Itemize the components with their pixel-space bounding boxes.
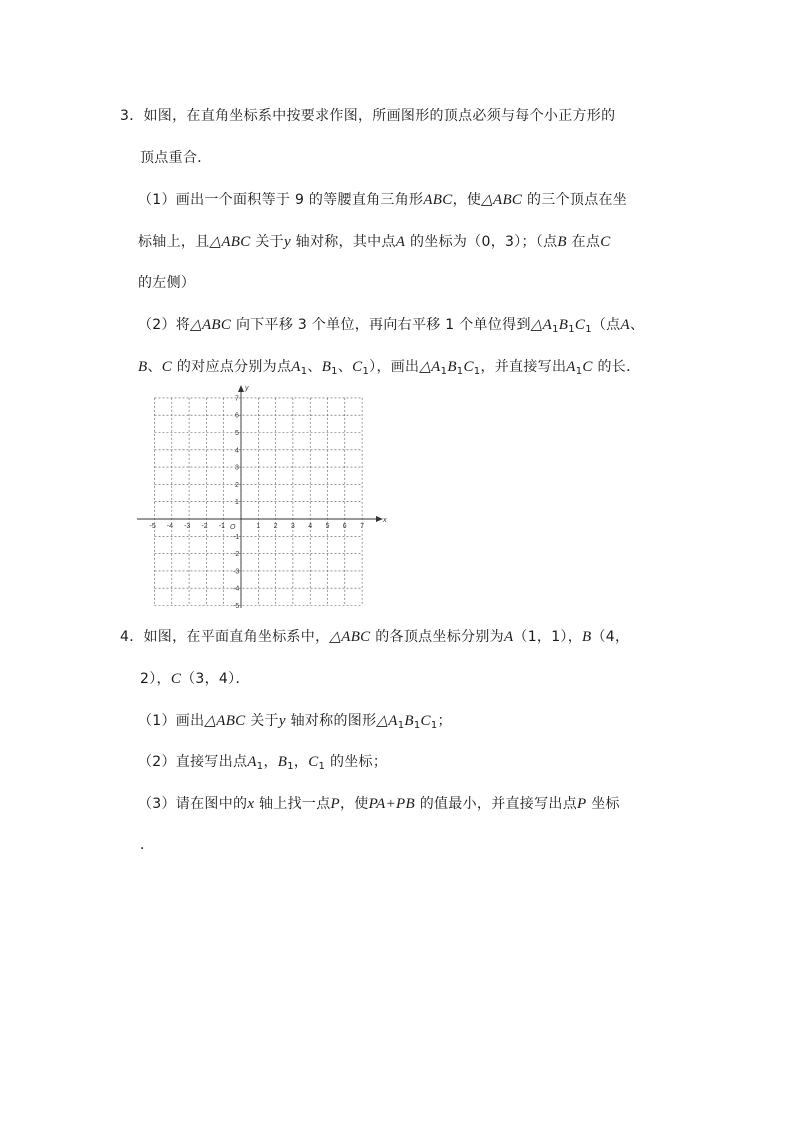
y-tick-label: -2 <box>233 551 240 559</box>
q3-math: A <box>395 234 406 250</box>
y-tick-label: 2 <box>235 481 239 489</box>
q3-math: C <box>463 359 474 375</box>
q4-text: （2）直接写出点 <box>138 754 248 770</box>
q3-math: △ABC <box>481 192 523 208</box>
q4-math: C <box>420 713 431 729</box>
q3-text: 的左侧） <box>138 275 196 291</box>
q3-sub: 1 <box>568 324 575 335</box>
q3-math: y <box>283 234 291 250</box>
q3-math: C <box>600 234 611 250</box>
q3-text: ，使 <box>452 192 482 208</box>
q3-sub: 1 <box>362 366 370 377</box>
x-tick-label: 6 <box>342 523 347 530</box>
q4-text: （4， <box>591 629 630 645</box>
q4-math: △ABC <box>329 629 371 645</box>
q4-text: ． <box>140 837 155 853</box>
q4-text: 4．如图，在平面直角坐标系中， <box>120 629 330 645</box>
q3-math: B <box>321 359 332 375</box>
q3-line-2 <box>140 148 212 168</box>
x-axis-arrow <box>376 516 383 522</box>
q4-text: 轴上找一点 <box>254 796 331 812</box>
y-tick-label: -4 <box>233 585 240 593</box>
q4-sub: 1 <box>413 720 421 731</box>
q3-sub: 1 <box>440 366 448 377</box>
x-tick-label: -5 <box>149 523 156 530</box>
x-tick-label: 2 <box>273 523 278 530</box>
q4-text: 的值最小，并直接写出点 <box>414 796 578 812</box>
q4-sub: 1 <box>318 761 326 772</box>
q3-sub: 1 <box>331 366 338 377</box>
q4-math: B <box>404 713 414 729</box>
q4-math: △A <box>376 713 398 729</box>
q3-math: △ABC <box>190 317 232 333</box>
q3-math: B <box>447 359 457 375</box>
q4-text: ； <box>437 713 452 729</box>
q4-line-6 <box>140 835 154 855</box>
q3-text: 顶点重合． <box>140 150 212 166</box>
q3-text: （1）画出一个面积等于 9 的等腰直角三角形 <box>138 192 424 208</box>
origin-label: O <box>230 524 236 531</box>
q3-line-7 <box>138 357 640 377</box>
q4-math: A <box>247 754 257 770</box>
q4-text: ， <box>263 754 278 770</box>
q4-text: 的坐标； <box>325 754 388 770</box>
q3-math: △A <box>419 359 441 375</box>
q4-math: C <box>308 754 319 770</box>
q4-math: P <box>330 796 340 812</box>
x-axis-label: x <box>383 517 387 524</box>
y-tick-label: -1 <box>233 533 240 541</box>
q3-text: 、 <box>147 359 162 375</box>
q3-line-1 <box>120 106 615 126</box>
q3-math: △A <box>530 317 553 333</box>
q4-text: （1）画出 <box>138 713 205 729</box>
q4-math: B <box>277 754 288 770</box>
q4-text: （3，4）． <box>181 671 250 687</box>
q3-math: ABC <box>423 192 453 208</box>
q4-text: （3）请在图中的 <box>138 796 248 812</box>
q3-math: A <box>291 359 301 375</box>
q3-text: 标轴上，且 <box>138 234 210 250</box>
q3-line-3 <box>138 190 627 210</box>
q4-math: P <box>577 796 587 812</box>
q3-text: 的长． <box>592 359 641 375</box>
q3-sub: 1 <box>585 324 592 335</box>
q3-text: （点 <box>591 317 621 333</box>
q4-math: △ABC <box>204 713 246 729</box>
x-tick-label: 7 <box>360 523 365 530</box>
q4-math: A <box>503 629 514 645</box>
x-tick-label: 4 <box>308 523 313 530</box>
grid-lines <box>155 398 363 606</box>
q4-line-1 <box>120 627 629 647</box>
y-tick-label: -5 <box>233 603 240 610</box>
q4-math: x <box>247 796 255 812</box>
q4-line-5 <box>138 794 620 814</box>
q3-text: 3．如图，在直角坐标系中按要求作图，所画图形的顶点必须与每个小正方形的 <box>120 108 616 124</box>
x-tick-label: -4 <box>166 523 174 530</box>
q4-line-4 <box>138 752 387 772</box>
y-tick-labels <box>233 395 239 610</box>
q3-math: A <box>620 317 630 333</box>
q4-math: PA+PB <box>368 796 415 812</box>
q3-sub: 1 <box>473 366 481 377</box>
q4-text: 坐标 <box>586 796 620 812</box>
q4-line-2 <box>140 669 250 689</box>
q3-text: 的坐标为（0，3）；（点 <box>405 234 558 250</box>
q3-sub: 1 <box>300 366 308 377</box>
q3-text: （2）将 <box>138 317 191 333</box>
q3-math: △ABC <box>209 234 251 250</box>
q3-text: 在点 <box>566 234 601 250</box>
x-tick-label: 5 <box>325 523 330 530</box>
q3-math: B <box>558 317 569 333</box>
q3-text: ），画出 <box>369 359 420 375</box>
x-tick-label: -1 <box>218 523 225 530</box>
q4-text: 关于 <box>245 713 279 729</box>
q3-text: 的对应点分别为点 <box>172 359 292 375</box>
q3-text: 关于 <box>250 234 284 250</box>
q4-sub: 1 <box>430 720 438 731</box>
q3-math: A <box>566 359 576 375</box>
q4-sub: 1 <box>397 720 405 731</box>
y-tick-label: -3 <box>233 568 240 576</box>
q4-math: y <box>278 713 286 729</box>
q4-text: 2）， <box>140 671 171 687</box>
y-tick-label: 5 <box>235 430 239 437</box>
q4-line-3 <box>138 711 452 731</box>
q3-text: 轴对称，其中点 <box>290 234 396 250</box>
q4-math: C <box>170 671 182 687</box>
q3-math: C <box>352 359 363 375</box>
q4-sub: 1 <box>287 761 294 772</box>
q3-line-5 <box>138 273 195 293</box>
q3-sub: 1 <box>552 324 559 335</box>
q4-sub: 1 <box>256 761 264 772</box>
q4-text: （1，1）， <box>513 629 583 645</box>
q3-sub: 1 <box>456 366 464 377</box>
q3-math: B <box>138 359 148 375</box>
q3-text: 、 <box>629 317 645 333</box>
q4-text: 的各顶点坐标分别为 <box>370 629 504 645</box>
y-tick-label: 7 <box>235 395 239 403</box>
y-tick-label: 6 <box>235 412 239 420</box>
q3-text: ，并直接写出 <box>480 359 567 375</box>
q3-line-6 <box>138 315 644 335</box>
q3-text: 的三个顶点在坐 <box>522 192 628 208</box>
q4-math: B <box>582 629 592 645</box>
q3-line-4 <box>138 232 611 252</box>
y-axis-arrow <box>238 385 244 392</box>
q3-math: B <box>557 234 567 250</box>
q4-text: ，使 <box>340 796 369 812</box>
q3-text: 、 <box>307 359 322 375</box>
y-tick-label: 1 <box>235 499 239 507</box>
x-tick-label: 3 <box>290 523 295 530</box>
q3-math: C <box>161 359 173 375</box>
q4-text: ， <box>293 754 309 770</box>
y-axis-label: y <box>245 385 249 392</box>
coordinate-grid <box>133 380 393 612</box>
q3-sub: 1 <box>575 366 583 377</box>
q3-math: C <box>574 317 586 333</box>
x-tick-label: -3 <box>184 523 191 530</box>
q3-math: C <box>582 359 593 375</box>
x-tick-label: -2 <box>201 523 208 530</box>
x-tick-labels <box>150 523 365 530</box>
y-tick-label: 3 <box>235 464 239 472</box>
q4-text: 轴对称的图形 <box>285 713 377 729</box>
q3-text: 、 <box>337 359 353 375</box>
x-tick-label: 1 <box>256 523 261 530</box>
q3-text: 向下平移 3 个单位，再向右平移 1 个单位得到 <box>231 317 531 333</box>
y-tick-label: 4 <box>235 447 239 455</box>
